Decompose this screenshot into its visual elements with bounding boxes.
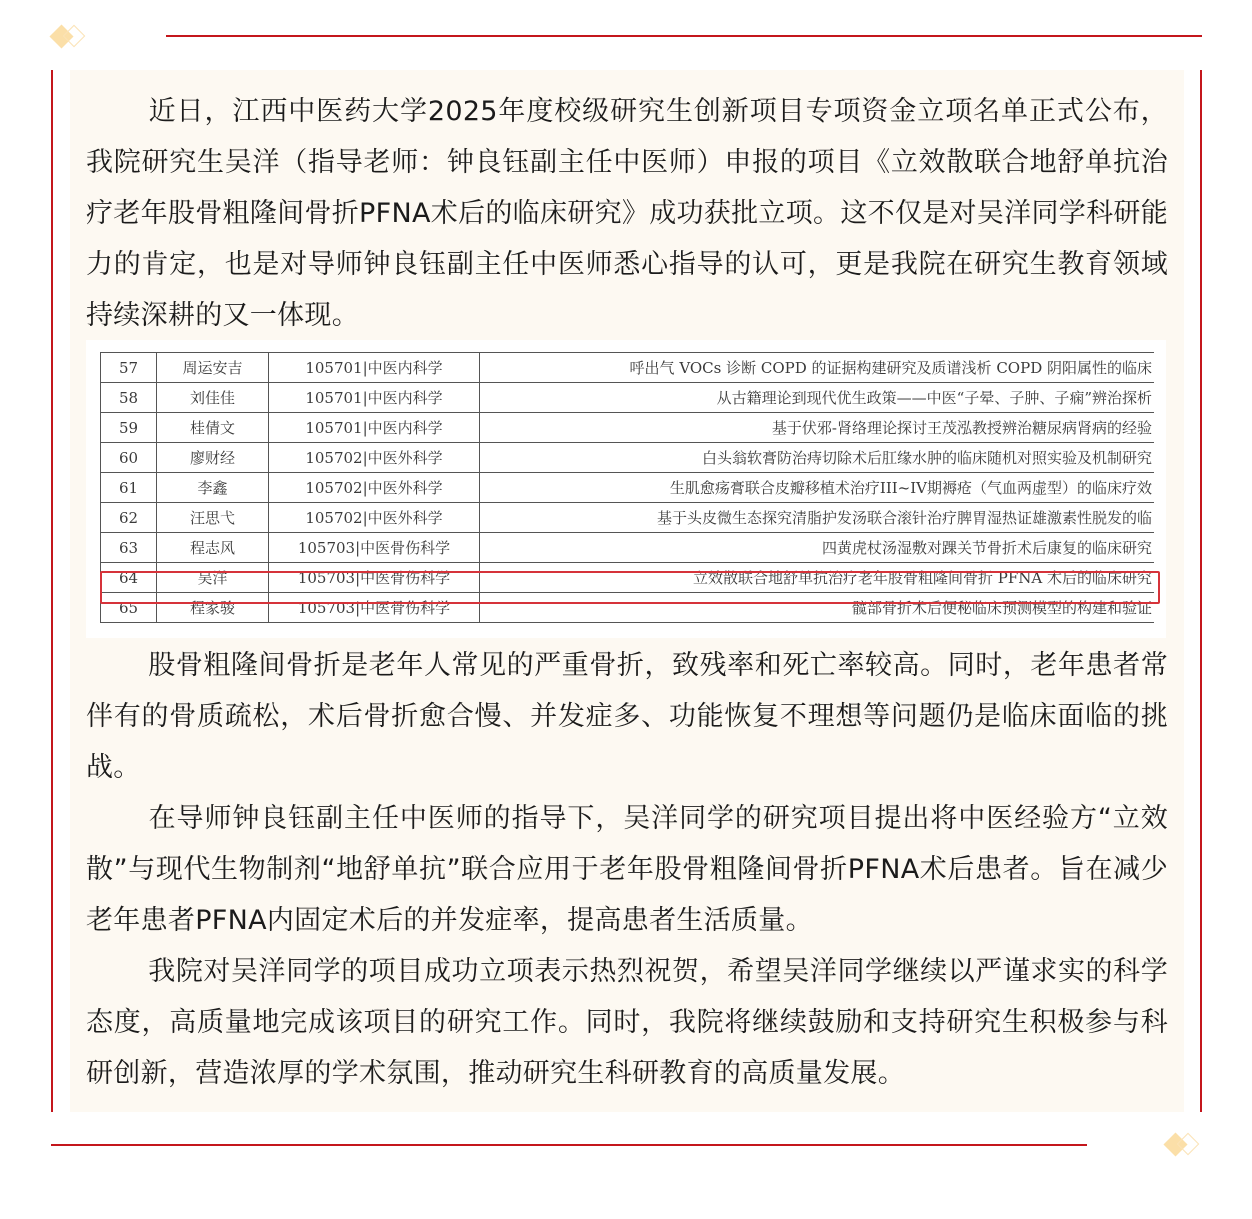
bottom-divider bbox=[51, 1144, 1087, 1146]
major-code: 105703|中医骨伤科学 bbox=[269, 533, 480, 563]
project-title: 基于伏邪-肾络理论探讨王茂泓教授辨治糖尿病肾病的经验 bbox=[480, 413, 1155, 443]
approval-list-image bbox=[86, 340, 1166, 638]
project-title: 髋部骨折术后便秘临床预测模型的构建和验证 bbox=[480, 593, 1155, 623]
left-border-line bbox=[51, 70, 53, 1112]
student-name: 李鑫 bbox=[157, 473, 269, 503]
table-row bbox=[101, 353, 1155, 383]
student-name: 汪思弋 bbox=[157, 503, 269, 533]
clipped-footer bbox=[0, 1206, 1252, 1219]
table-row bbox=[101, 383, 1155, 413]
row-number: 59 bbox=[101, 413, 157, 443]
major-code: 105702|中医外科学 bbox=[269, 443, 480, 473]
approval-table bbox=[100, 352, 1154, 623]
table-row bbox=[101, 503, 1155, 533]
row-number: 62 bbox=[101, 503, 157, 533]
article-paragraph-2 bbox=[86, 640, 1168, 793]
major-code: 105701|中医内科学 bbox=[269, 413, 480, 443]
row-number: 57 bbox=[101, 353, 157, 383]
project-title: 生肌愈疡膏联合皮瓣移植术治疗III~IV期褥疮（气血两虚型）的临床疗效 bbox=[480, 473, 1155, 503]
student-name: 程志风 bbox=[157, 533, 269, 563]
student-name: 廖财经 bbox=[157, 443, 269, 473]
row-number: 58 bbox=[101, 383, 157, 413]
student-name: 刘佳佳 bbox=[157, 383, 269, 413]
table-row-highlighted bbox=[101, 563, 1155, 593]
major-code: 105702|中医外科学 bbox=[269, 503, 480, 533]
project-title: 从古籍理论到现代优生政策——中医“子晕、子肿、子痫”辨治探析 bbox=[480, 383, 1155, 413]
major-code: 105701|中医内科学 bbox=[269, 383, 480, 413]
diamond-ornament-icon bbox=[49, 24, 89, 50]
paragraph-text: 在导师钟良钰副主任中医师的指导下，吴洋同学的研究项目提出将中医经验方“立效散”与现代生物制剂“地舒单抗”联合应用于老年股骨粗隆间骨折PFNA术后患者。旨在减少老年患者PFNA内固定术后的并发症率，提高患者生活质量。 bbox=[86, 803, 1168, 936]
major-code: 105702|中医外科学 bbox=[269, 473, 480, 503]
paragraph-text: 近日，江西中医药大学2025年度校级研究生创新项目专项资金立项名单正式公布，我院研究生吴洋（指导老师：钟良钰副主任中医师）申报的项目《立效散联合地舒单抗治疗老年股骨粗隆间骨折PFNA术后的临床研究》成功获批立项。这不仅是对吴洋同学科研能力的肯定，也是对导师钟良钰副主任中医师悉心指导的认可，更是我院在研究生教育领域持续深耕的又一体现。 bbox=[86, 96, 1168, 331]
table-row bbox=[101, 413, 1155, 443]
project-title: 四黄虎杖汤湿敷对踝关节骨折术后康复的临床研究 bbox=[480, 533, 1155, 563]
project-title: 呼出气 VOCs 诊断 COPD 的证据构建研究及质谱浅析 COPD 阴阳属性的临床 bbox=[480, 353, 1155, 383]
major-code: 105703|中医骨伤科学 bbox=[269, 593, 480, 623]
major-code: 105703|中医骨伤科学 bbox=[269, 563, 480, 593]
row-number: 63 bbox=[101, 533, 157, 563]
project-title: 基于头皮微生态探究清脂护发汤联合滚针治疗脾胃湿热证雄激素性脱发的临 bbox=[480, 503, 1155, 533]
top-divider bbox=[166, 35, 1202, 37]
diamond-ornament-icon bbox=[1163, 1132, 1203, 1158]
project-title: 立效散联合地舒单抗治疗老年股骨粗隆间骨折 PFNA 术后的临床研究 bbox=[480, 563, 1155, 593]
article-paragraph-4 bbox=[86, 946, 1168, 1099]
row-number: 64 bbox=[101, 563, 157, 593]
row-number: 65 bbox=[101, 593, 157, 623]
paragraph-text: 我院对吴洋同学的项目成功立项表示热烈祝贺，希望吴洋同学继续以严谨求实的科学态度，高质量地完成该项目的研究工作。同时，我院将继续鼓励和支持研究生积极参与科研创新，营造浓厚的学术氛围，推动研究生科研教育的高质量发展。 bbox=[86, 956, 1168, 1089]
major-code: 105701|中医内科学 bbox=[269, 353, 480, 383]
student-name: 周运安吉 bbox=[157, 353, 269, 383]
student-name: 吴洋 bbox=[157, 563, 269, 593]
article-paragraph-3 bbox=[86, 793, 1168, 946]
right-border-line bbox=[1200, 70, 1202, 1112]
table-row bbox=[101, 593, 1155, 623]
table-row bbox=[101, 443, 1155, 473]
paragraph-text: 股骨粗隆间骨折是老年人常见的严重骨折，致残率和死亡率较高。同时，老年患者常伴有的骨质疏松，术后骨折愈合慢、并发症多、功能恢复不理想等问题仍是临床面临的挑战。 bbox=[86, 650, 1168, 783]
row-number: 61 bbox=[101, 473, 157, 503]
student-name: 程家骏 bbox=[157, 593, 269, 623]
table-row bbox=[101, 533, 1155, 563]
article-paragraph-1 bbox=[86, 86, 1168, 341]
project-title: 白头翁软膏防治痔切除术后肛缘水肿的临床随机对照实验及机制研究 bbox=[480, 443, 1155, 473]
article-panel bbox=[70, 70, 1184, 1112]
student-name: 桂倩文 bbox=[157, 413, 269, 443]
row-number: 60 bbox=[101, 443, 157, 473]
table-row bbox=[101, 473, 1155, 503]
